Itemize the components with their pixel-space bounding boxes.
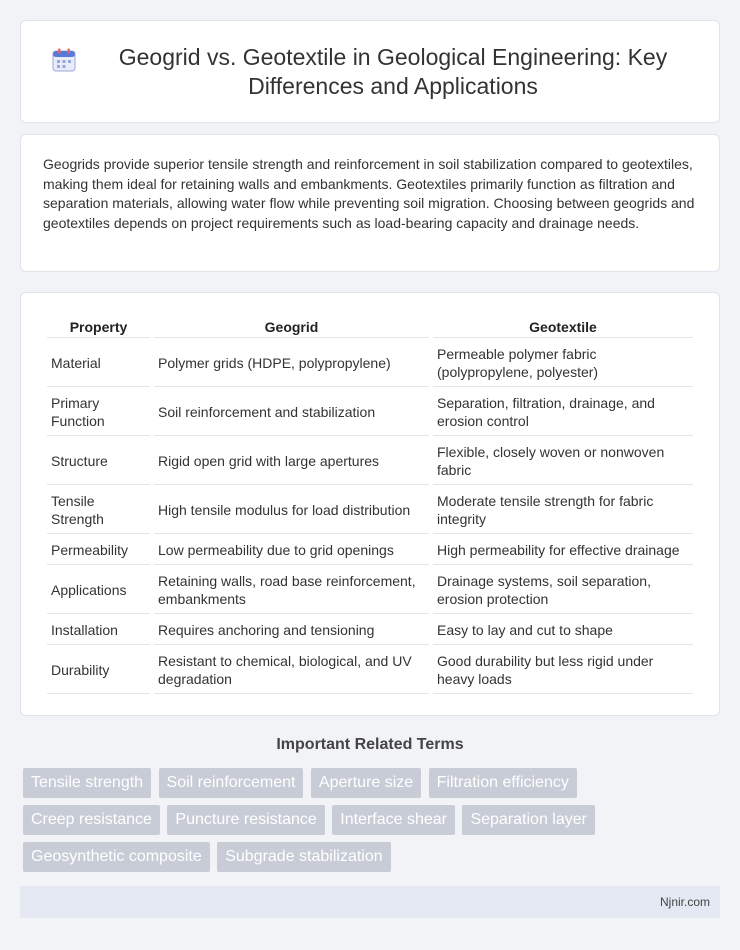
cell-geotextile: Permeable polymer fabric (polypropylene, polyester) xyxy=(433,340,693,387)
term-tag[interactable]: Interface shear xyxy=(332,805,455,835)
intro-card xyxy=(20,134,720,272)
term-tag[interactable]: Separation layer xyxy=(462,805,595,835)
cell-property: Material xyxy=(47,340,150,387)
cell-geogrid: Retaining walls, road base reinforcement, embankments xyxy=(154,567,429,614)
header-geogrid: Geogrid xyxy=(154,315,429,338)
table-row xyxy=(47,567,693,614)
cell-geogrid: Rigid open grid with large apertures xyxy=(154,438,429,485)
cell-geotextile: Flexible, closely woven or nonwoven fabric xyxy=(433,438,693,485)
term-tag[interactable]: Filtration efficiency xyxy=(429,768,577,798)
term-tag[interactable]: Geosynthetic composite xyxy=(23,842,210,872)
title-card xyxy=(20,20,720,123)
table-row xyxy=(47,340,693,387)
cell-property: Durability xyxy=(47,647,150,694)
cell-geotextile: Drainage systems, soil separation, erosion protection xyxy=(433,567,693,614)
term-tag[interactable]: Tensile strength xyxy=(23,768,151,798)
table-row xyxy=(47,647,693,694)
cell-geotextile: Separation, filtration, drainage, and erosion control xyxy=(433,389,693,436)
intro-paragraph: Geogrids provide superior tensile strength and reinforcement in soil stabilization compared to geotextiles, making them ideal for retaining walls and embankments. Geotextiles primarily function as filtration and separation materials, allowing water flow while preventing soil migration. Choosing between geogrids and geotextiles depends on project requirements such as load-bearing capacity and drainage needs. xyxy=(43,156,695,231)
calendar-icon xyxy=(51,47,77,73)
cell-geogrid: Requires anchoring and tensioning xyxy=(154,616,429,645)
cell-geotextile: Moderate tensile strength for fabric integrity xyxy=(433,487,693,534)
term-tag[interactable]: Puncture resistance xyxy=(167,805,324,835)
term-tag[interactable]: Soil reinforcement xyxy=(159,768,304,798)
cell-geogrid: High tensile modulus for load distribution xyxy=(154,487,429,534)
term-tag[interactable]: Aperture size xyxy=(311,768,421,798)
cell-geotextile: Easy to lay and cut to shape xyxy=(433,616,693,645)
cell-geogrid: Polymer grids (HDPE, polypropylene) xyxy=(154,340,429,387)
table-row xyxy=(47,487,693,534)
title-wrap xyxy=(51,43,689,101)
cell-geogrid: Soil reinforcement and stabilization xyxy=(154,389,429,436)
cell-property: Primary Function xyxy=(47,389,150,436)
footer xyxy=(20,886,720,918)
related-terms-heading: Important Related Terms xyxy=(276,736,464,753)
header-geotextile: Geotextile xyxy=(433,315,693,338)
cell-geogrid: Resistant to chemical, biological, and UV degradation xyxy=(154,647,429,694)
cell-property: Tensile Strength xyxy=(47,487,150,534)
cell-geogrid: Low permeability due to grid openings xyxy=(154,536,429,565)
comparison-table xyxy=(43,313,697,696)
cell-property: Structure xyxy=(47,438,150,485)
cell-property: Installation xyxy=(47,616,150,645)
table-row xyxy=(47,438,693,485)
cell-geotextile: Good durability but less rigid under heavy loads xyxy=(433,647,693,694)
term-tag[interactable]: Subgrade stabilization xyxy=(217,842,390,872)
cell-geotextile: High permeability for effective drainage xyxy=(433,536,693,565)
term-tag[interactable]: Creep resistance xyxy=(23,805,160,835)
table-row xyxy=(47,536,693,565)
page-title: Geogrid vs. Geotextile in Geological Engineering: Key Differences and Applications xyxy=(118,43,668,99)
cell-property: Permeability xyxy=(47,536,150,565)
table-row xyxy=(47,616,693,645)
comparison-table-card xyxy=(20,292,720,716)
cell-property: Applications xyxy=(47,567,150,614)
footer-brand[interactable]: Njnir.com xyxy=(659,895,710,909)
header-property: Property xyxy=(47,315,150,338)
table-row xyxy=(47,389,693,436)
related-terms-list xyxy=(23,768,723,879)
table-header-row xyxy=(47,315,693,338)
